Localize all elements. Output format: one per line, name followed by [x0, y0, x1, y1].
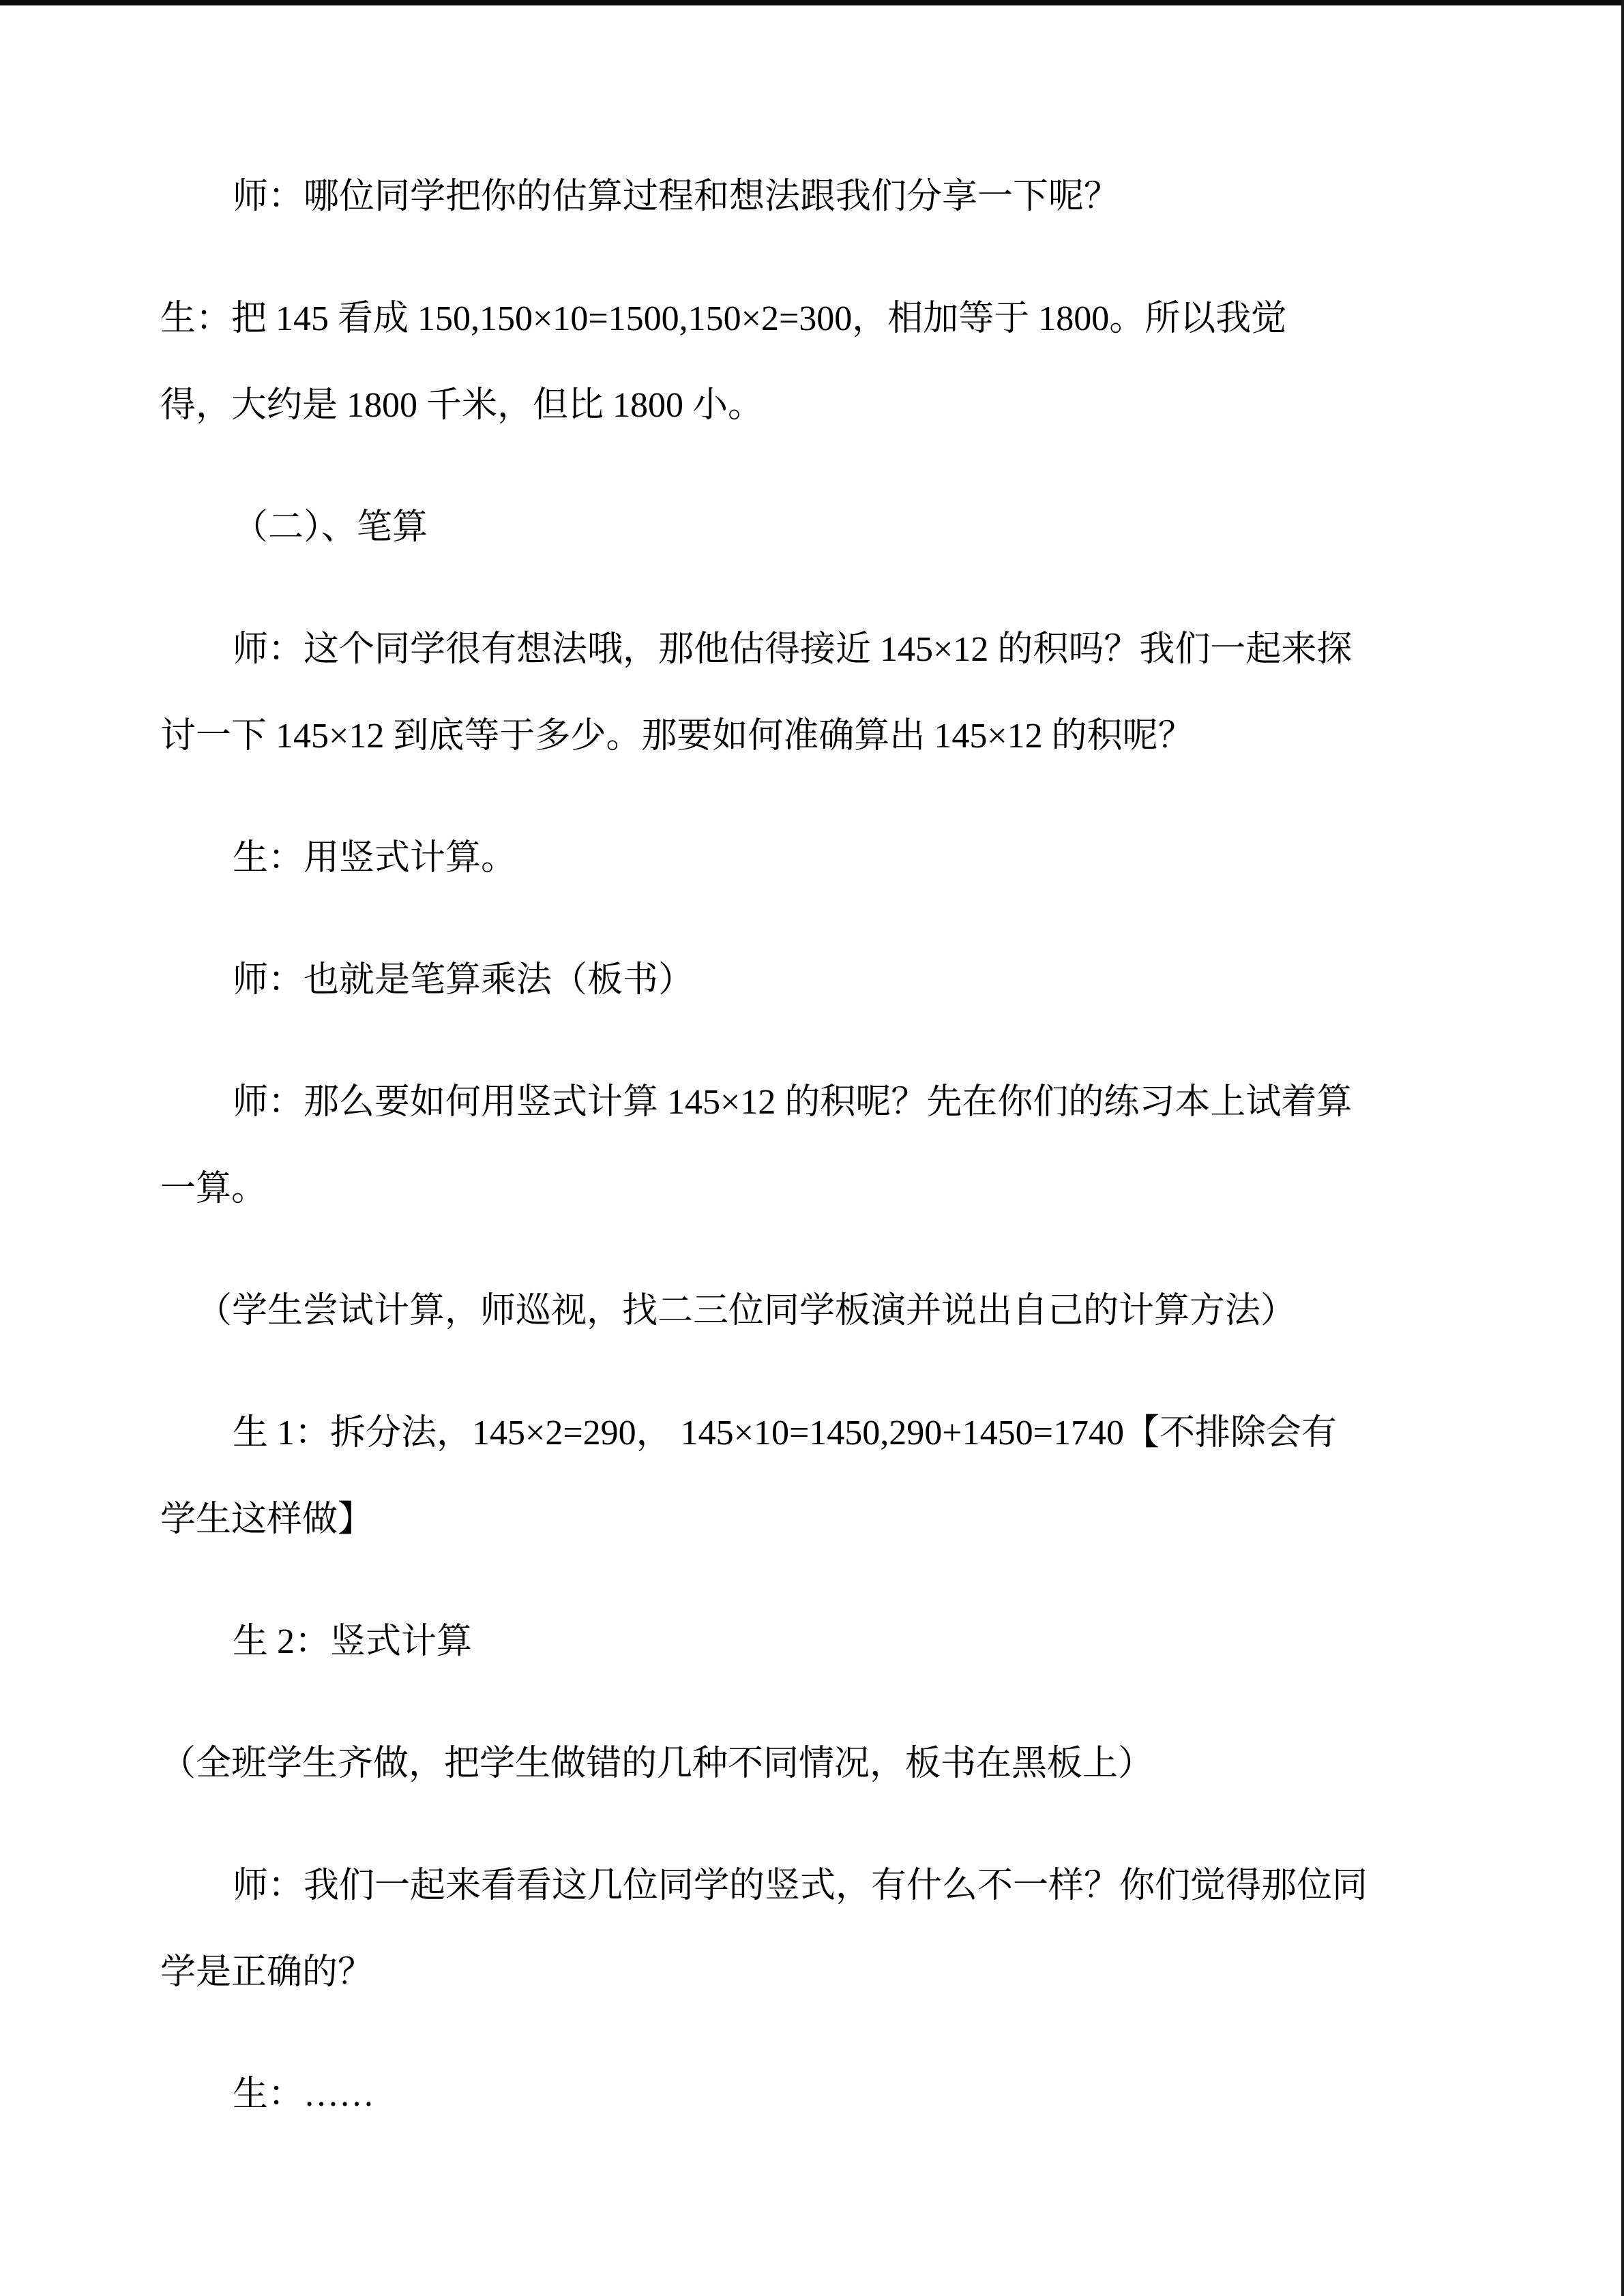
text-line: 生：…… [233, 2075, 375, 2114]
paragraph [160, 937, 1466, 1024]
text-line: 师：也就是笔算乘法（板书） [233, 961, 694, 1000]
paragraph [160, 153, 1466, 240]
text-line: （学生尝试计算，师巡视，找二三位同学板演并说出自己的计算方法） [196, 1292, 1297, 1330]
text-line: 师：哪位同学把你的估算过程和想法跟我们分享一下呢？ [233, 177, 1120, 216]
text-line: （二）、笔算 [233, 508, 428, 547]
paragraph [160, 2051, 1466, 2138]
text-line: 学生这样做】 [160, 1500, 374, 1539]
text-line: 学是正确的？ [160, 1953, 374, 1992]
paragraph [160, 1843, 1466, 2016]
paragraph [160, 1598, 1466, 1685]
text-line: 生：用竖式计算。 [233, 839, 517, 878]
text-line: 师：这个同学很有想法哦，那他估得接近 145×12 的积吗？我们一起来探 [233, 630, 1353, 669]
text-line: 讨一下 145×12 到底等于多少。那要如何准确算出 145×12 的积呢？ [160, 717, 1194, 756]
page-right-edge [1621, 0, 1624, 2296]
paragraph [160, 1720, 1466, 1807]
text-line: 生 2：竖式计算 [233, 1622, 473, 1661]
paragraph [160, 1390, 1466, 1563]
paragraph [160, 484, 1466, 571]
text-line: 师：那么要如何用竖式计算 145×12 的积呢？先在你们的练习本上试着算 [233, 1083, 1353, 1122]
paragraph [160, 606, 1466, 779]
text-line: 生：把 145 看成 150,150×10=1500,150×2=300，相加等于 1800。所以我觉 [160, 299, 1287, 338]
text-line: （全班学生齐做，把学生做错的几种不同情况，板书在黑板上） [160, 1744, 1154, 1783]
paragraph [160, 815, 1466, 901]
text-line: 一算。 [160, 1169, 267, 1208]
page-top-edge [0, 0, 1624, 5]
text-line: 生 1：拆分法，145×2=290， 145×10=1450,290+1450=1740【不排除会有 [233, 1414, 1337, 1452]
paragraph [160, 275, 1466, 449]
text-line: 得，大约是 1800 千米，但比 1800 小。 [160, 386, 764, 425]
text-line: 师：我们一起来看看这几位同学的竖式，有什么不一样？你们觉得那位同 [233, 1866, 1368, 1905]
paragraph [160, 1268, 1466, 1354]
paragraph [160, 1059, 1466, 1232]
document-body [160, 153, 1466, 2138]
